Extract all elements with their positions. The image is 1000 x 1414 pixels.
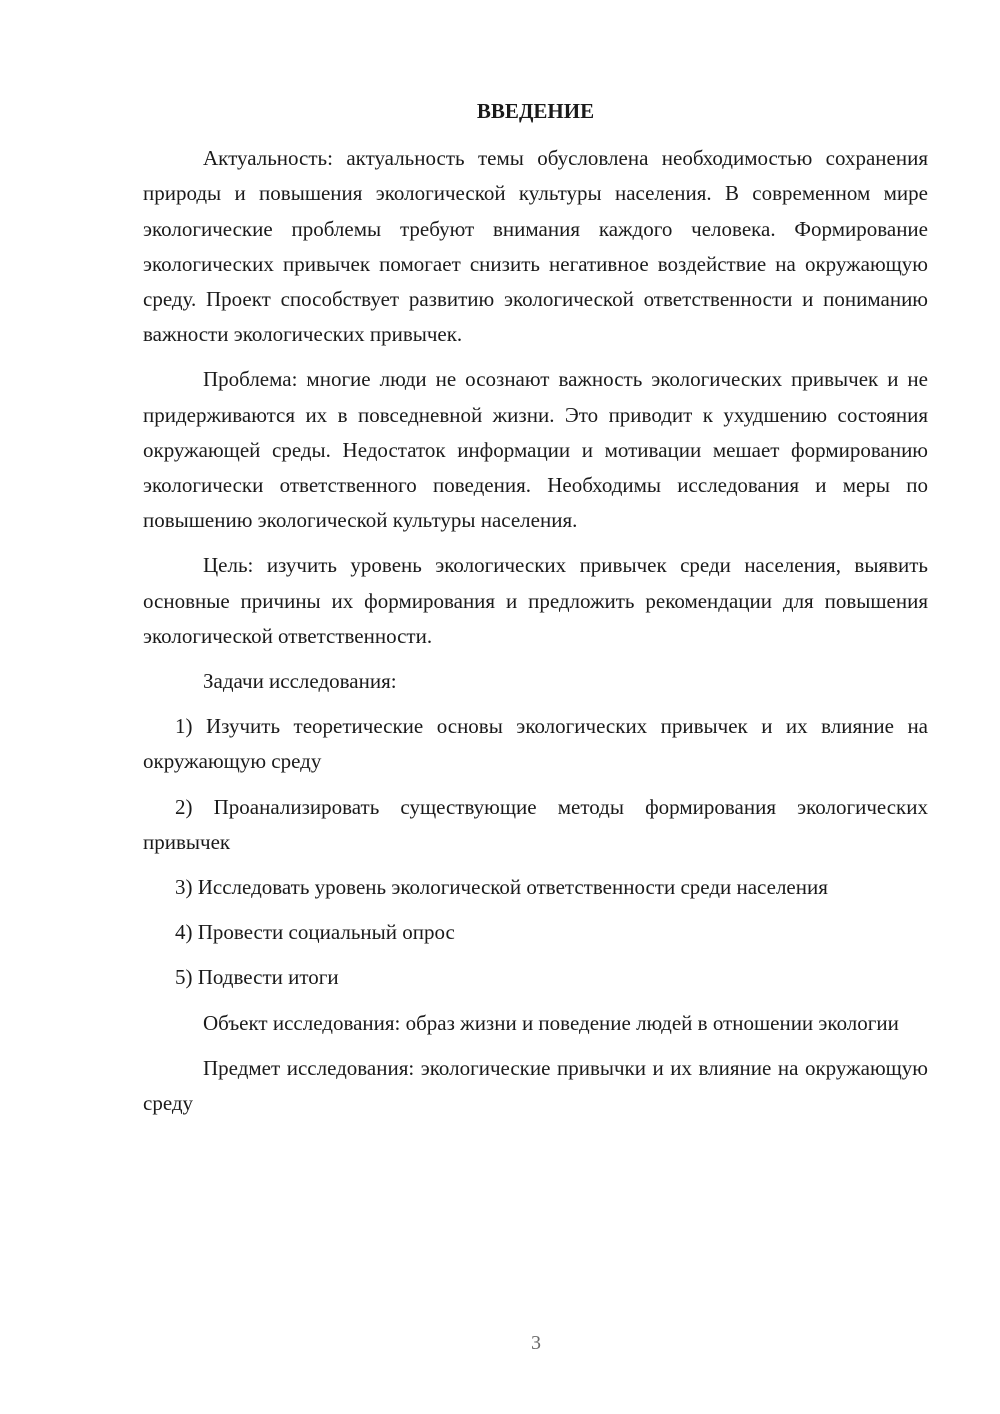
task-item: 5) Подвести итоги <box>175 965 339 990</box>
page-title: ВВЕДЕНИЕ <box>476 99 595 123</box>
paragraph-relevance: Актуальность: актуальность темы обусловлена необходимостью сохранения природы и повышения экологической культуры населения. В современном мире экологические проблемы требуют внимания каждого человека. Формирование экологических привычек помогает снизить негативное воздействие на окружающую среду. Проект способствует развитию экологической ответственности и пониманию важности экологических привычек. <box>143 146 928 347</box>
task-item: 1) Изучить теоретические основы экологических привычек и их влияние на окружающую среду <box>143 714 928 774</box>
paragraph-goal: Цель: изучить уровень экологических привычек среди населения, выявить основные причины их формирования и предложить рекомендации для повышения экологической ответственности. <box>143 553 928 648</box>
tasks-heading: Задачи исследования: <box>203 669 397 694</box>
paragraph-problem: Проблема: многие люди не осознают важность экологических привычек и не придерживаются их в повседневной жизни. Это приводит к ухудшению состояния окружающей среды. Недостаток информации и мотивации мешает формированию экологически ответственного поведения. Необходимы исследования и меры по повышению экологической культуры населения. <box>143 367 928 533</box>
task-item: 2) Проанализировать существующие методы формирования экологических привычек <box>143 794 928 854</box>
task-item: 4) Провести социальный опрос <box>175 920 455 945</box>
task-item: 3) Исследовать уровень экологической ответственности среди населения <box>175 875 828 900</box>
document-page <box>143 94 928 1131</box>
paragraph-object: Объект исследования: образ жизни и поведение людей в отношении экологии <box>203 1010 899 1035</box>
page-number: 3 <box>531 1332 541 1354</box>
paragraph-subject: Предмет исследования: экологические привычки и их влияние на окружающую среду <box>143 1055 928 1116</box>
